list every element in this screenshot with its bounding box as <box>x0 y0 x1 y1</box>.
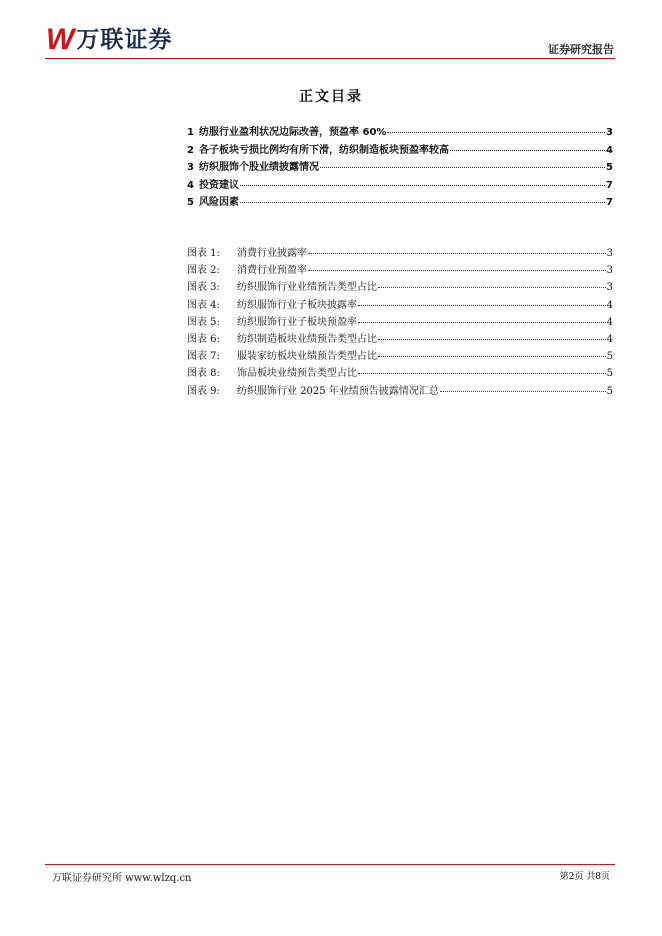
figure-page: 5 <box>606 368 613 380</box>
toc-entry-title: 纺织服饰个股业绩披露情况 <box>199 162 319 173</box>
dot-leader <box>378 275 606 288</box>
toc-entry-title: 纺服行业盈利状况边际改善，预盈率 60% <box>199 127 387 138</box>
toc-entry-page: 4 <box>606 144 613 156</box>
footer-divider <box>45 864 615 865</box>
toc-entry-page: 7 <box>606 179 613 191</box>
figure-label: 图表 3: <box>187 282 220 294</box>
figure-page: 4 <box>606 333 613 345</box>
figure-page: 3 <box>606 265 613 277</box>
figure-title: 消费行业预盈率 <box>237 265 307 277</box>
figure-title: 服装家纺板块业绩预告类型占比 <box>237 351 377 363</box>
figure-label: 图表 2: <box>187 265 220 277</box>
figure-title: 消费行业披露率 <box>237 248 307 259</box>
dot-leader <box>387 120 605 133</box>
dot-leader <box>308 258 606 271</box>
figure-page: 5 <box>606 385 613 397</box>
table-of-contents <box>187 122 613 210</box>
page-title: 正文目录 <box>299 89 363 105</box>
dot-leader <box>240 173 605 186</box>
dot-leader <box>320 155 605 168</box>
figure-label: 图表 7: <box>187 351 220 363</box>
figure-label: 图表 8: <box>187 368 220 380</box>
figure-entry[interactable] <box>187 381 613 398</box>
figure-list <box>187 243 613 398</box>
report-type-label: 证券研究报告 <box>548 43 614 56</box>
logo-text: 万联证券 <box>76 27 173 53</box>
figure-title: 纺织服饰行业子板块预盈率 <box>237 316 357 328</box>
figure-label: 图表 6: <box>187 333 220 345</box>
dot-leader <box>450 138 605 151</box>
toc-entry-number: 4 <box>187 179 194 191</box>
toc-entry-title: 风险因素 <box>199 197 239 208</box>
figure-page: 3 <box>606 248 613 259</box>
logo-mark: W <box>46 23 73 56</box>
dot-leader <box>358 361 606 374</box>
figure-title: 纺织服饰行业子板块披露率 <box>237 299 357 311</box>
figure-title: 纺织制造板块业绩预告类型占比 <box>237 333 377 345</box>
figure-label: 图表 9: <box>187 385 220 397</box>
figure-page: 4 <box>606 316 613 328</box>
toc-entry-number: 1 <box>187 127 194 138</box>
toc-entry-page: 5 <box>606 162 613 173</box>
dot-leader <box>440 379 606 392</box>
dot-leader <box>378 344 606 357</box>
toc-entry-title: 投资建议 <box>199 179 239 191</box>
figure-title: 纺织服饰行业 2025 年业绩预告披露情况汇总 <box>237 385 439 397</box>
toc-entry-title: 各子板块亏损比例均有所下滑，纺织制造板块预盈率较高 <box>199 144 449 156</box>
header-divider <box>45 58 615 59</box>
figure-page: 5 <box>606 351 613 363</box>
dot-leader <box>358 293 606 306</box>
toc-entry-number: 5 <box>187 197 194 208</box>
page-number: 第2页 共8页 <box>559 872 610 882</box>
toc-entry[interactable] <box>187 192 613 210</box>
page-header <box>0 0 662 62</box>
footer-source: 万联证券研究所 www.wlzq.cn <box>52 873 192 884</box>
figure-label: 图表 5: <box>187 316 220 328</box>
dot-leader <box>308 241 606 254</box>
dot-leader <box>378 327 606 340</box>
dot-leader <box>358 310 606 323</box>
figure-page: 3 <box>606 282 613 294</box>
toc-entry-number: 3 <box>187 162 194 173</box>
figure-label: 图表 1: <box>187 248 220 259</box>
dot-leader <box>240 190 605 203</box>
company-logo <box>46 25 172 55</box>
toc-entry-page: 7 <box>606 197 613 208</box>
toc-entry-page: 3 <box>606 127 613 138</box>
toc-entry-number: 2 <box>187 144 194 156</box>
figure-label: 图表 4: <box>187 299 220 311</box>
figure-title: 饰品板块业绩预告类型占比 <box>237 368 357 380</box>
figure-page: 4 <box>606 299 613 311</box>
figure-title: 纺织服饰行业业绩预告类型占比 <box>237 282 377 294</box>
